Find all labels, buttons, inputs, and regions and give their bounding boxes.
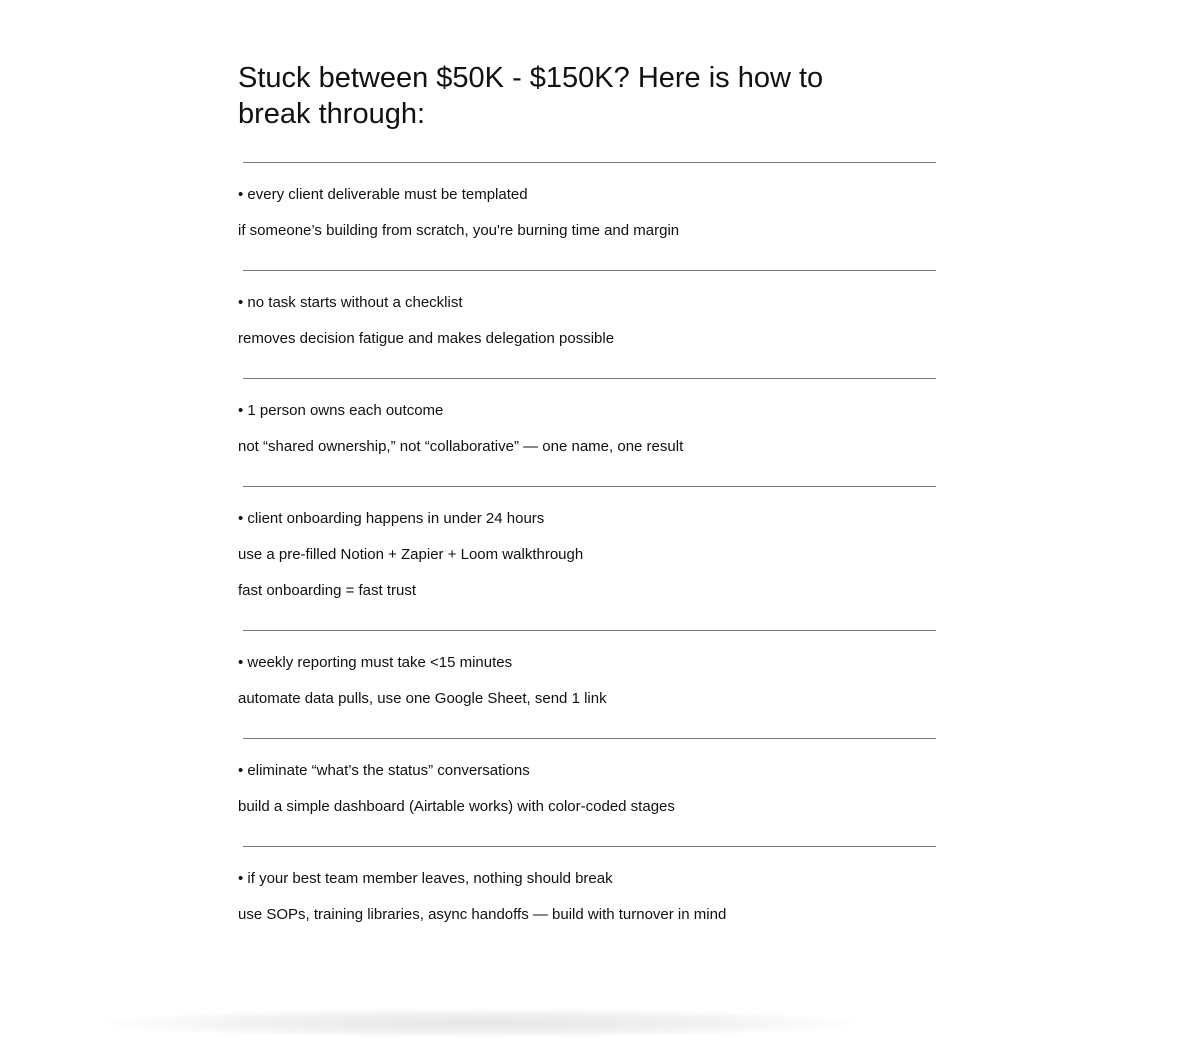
section-detail: use SOPs, training libraries, async handoffs — build with turnover in mind	[238, 906, 727, 923]
section-heading: • no task starts without a checklist	[238, 294, 463, 311]
section-divider	[243, 630, 936, 631]
section-detail: use a pre-filled Notion + Zapier + Loom walkthrough	[238, 546, 584, 563]
section-heading: • weekly reporting must take <15 minutes	[238, 654, 513, 671]
page-title: Stuck between $50K - $150K? Here is how to break through:	[238, 62, 824, 130]
section-detail: fast onboarding = fast trust	[238, 582, 417, 599]
section-divider	[243, 378, 936, 379]
section-heading: • 1 person owns each outcome	[238, 402, 444, 419]
section-heading: • client onboarding happens in under 24 hours	[238, 510, 545, 527]
section-heading: • every client deliverable must be templated	[238, 186, 528, 203]
section-detail: removes decision fatigue and makes delegation possible	[238, 330, 615, 347]
section-divider	[243, 162, 936, 163]
page-bottom-shadow	[100, 1008, 860, 1038]
section-heading: • eliminate “what’s the status” conversations	[238, 762, 530, 779]
section-heading: • if your best team member leaves, nothing should break	[238, 870, 613, 887]
section-detail: not “shared ownership,” not “collaborative” — one name, one result	[238, 438, 684, 455]
section-divider	[243, 846, 936, 847]
section-detail: build a simple dashboard (Airtable works) with color-coded stages	[238, 798, 675, 815]
section-divider	[243, 270, 936, 271]
section-divider	[243, 738, 936, 739]
section-divider	[243, 486, 936, 487]
section-detail: if someone’s building from scratch, you're burning time and margin	[238, 222, 680, 239]
section-detail: automate data pulls, use one Google Sheet, send 1 link	[238, 690, 607, 707]
